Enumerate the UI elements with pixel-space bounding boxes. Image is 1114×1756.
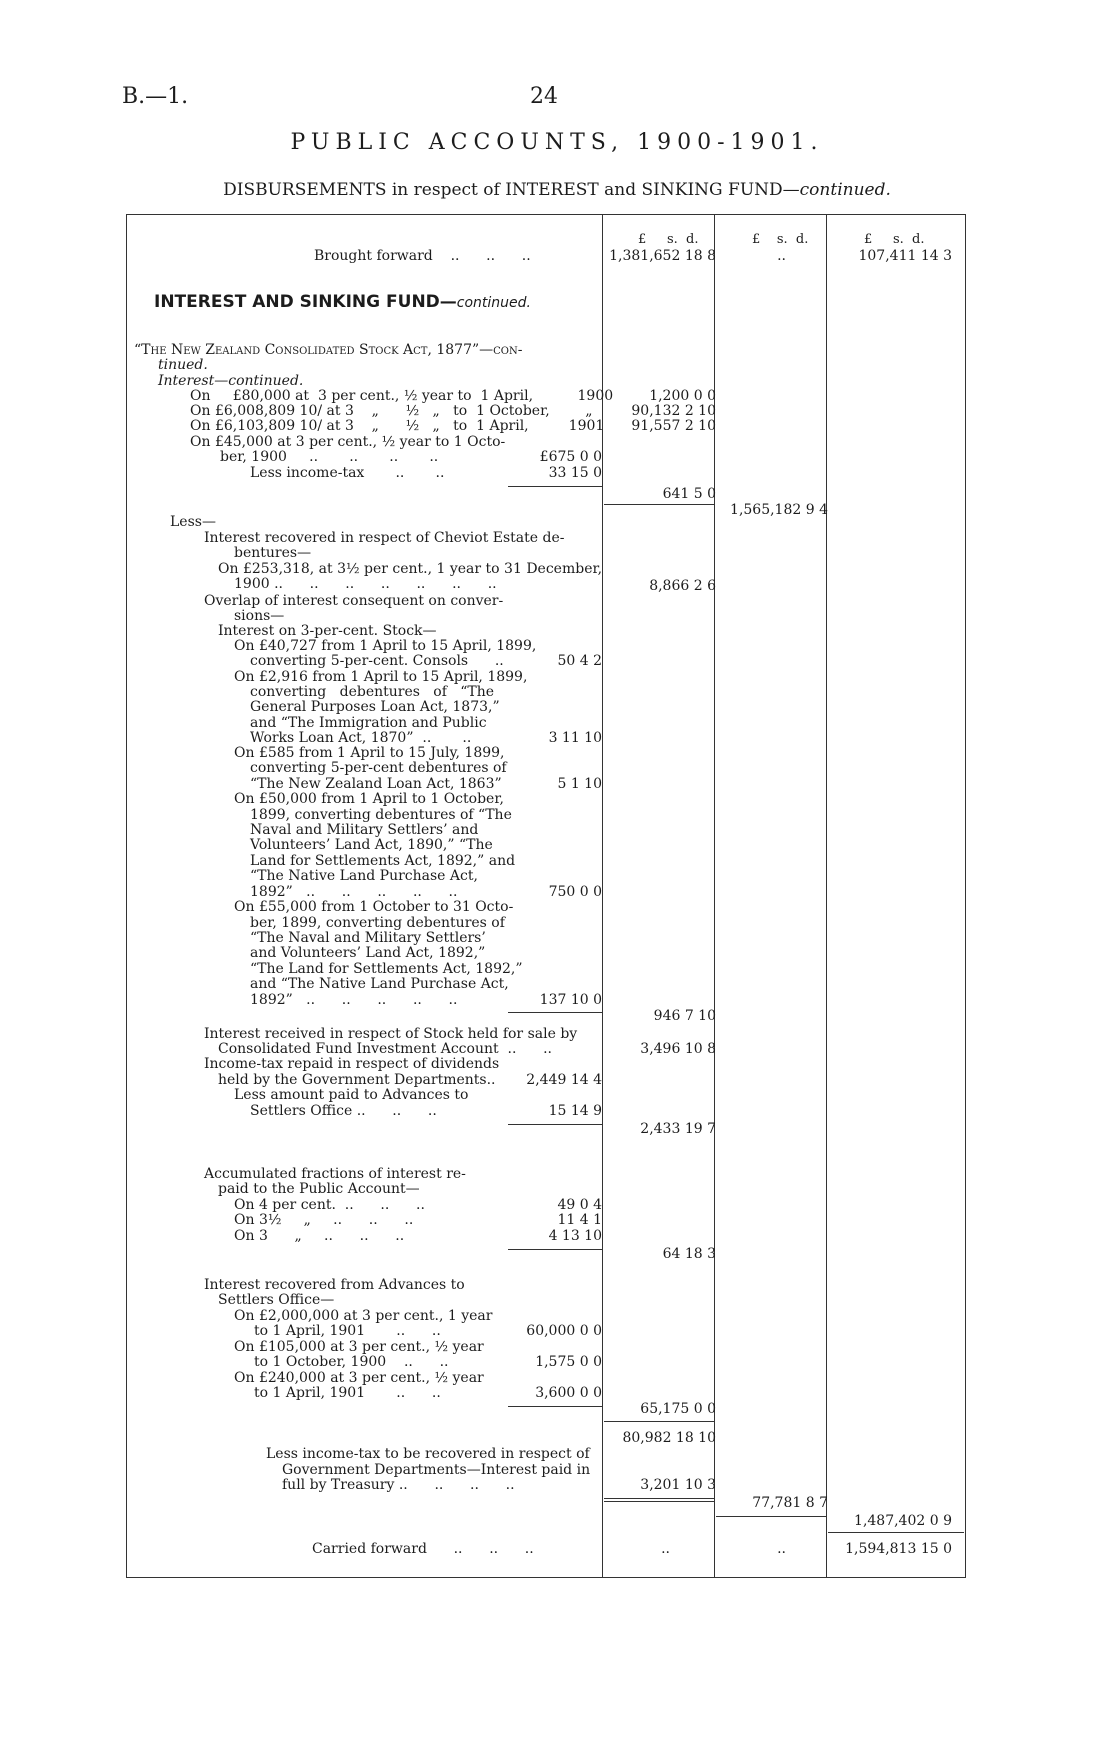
interest-item-1: On £80,000 at 3 per cent., ½ year to 1 April, 1900 bbox=[190, 388, 614, 404]
brought-forward-col2: .. bbox=[777, 248, 786, 264]
overlap-line-1: Overlap of interest consequent on conver- bbox=[204, 593, 504, 609]
overlap-item-4-amount: 750 0 0 bbox=[548, 884, 602, 900]
overlap-item-3-line-2: converting 5-per-cent debentures of bbox=[250, 760, 507, 776]
column-rule-3 bbox=[826, 214, 827, 1578]
rule bbox=[828, 1532, 964, 1533]
col2-units: £ s. d. bbox=[752, 232, 809, 247]
advances-item-1-line-1: On £2,000,000 at 3 per cent., 1 year bbox=[234, 1308, 493, 1324]
interest-item-6: Less income-tax .. .. bbox=[250, 465, 445, 481]
overlap-item-2-line-1: On £2,916 from 1 April to 15 April, 1899, bbox=[234, 669, 528, 685]
overlap-item-4-line-1: On £50,000 from 1 April to 1 October, bbox=[234, 791, 504, 807]
less-label: Less— bbox=[170, 514, 216, 530]
cheviot-line-2: bentures— bbox=[234, 545, 312, 561]
overlap-item-4-line-4: Volunteers’ Land Act, 1890,” “The bbox=[250, 837, 493, 853]
less-income-tax-line-1: Less income-tax to be recovered in respect of bbox=[266, 1446, 590, 1462]
overlap-item-5-amount: 137 10 0 bbox=[539, 992, 602, 1008]
overlap-item-4-line-6: “The Native Land Purchase Act, bbox=[250, 868, 478, 884]
advances-item-2-amount: 1,575 0 0 bbox=[535, 1354, 602, 1370]
advances-item-3-line-2: to 1 April, 1901 .. .. bbox=[254, 1385, 441, 1401]
overlap-item-3-line-3: “The New Zealand Loan Act, 1863” bbox=[250, 776, 502, 792]
page-subtitle bbox=[0, 180, 1114, 200]
fractions-total-amount: 64 18 3 bbox=[662, 1246, 716, 1262]
page-title: PUBLIC ACCOUNTS, 1900-1901. bbox=[290, 130, 824, 155]
fractions-line-1: Accumulated fractions of interest re- bbox=[204, 1166, 466, 1182]
advances-item-3-amount: 3,600 0 0 bbox=[535, 1385, 602, 1401]
income-tax-less-amount: 15 14 9 bbox=[548, 1103, 602, 1119]
overlap-item-5-line-7: 1892” .. .. .. .. .. bbox=[250, 992, 458, 1008]
act-title-line-2: tinued. bbox=[158, 357, 208, 373]
page-reference: B.—1. bbox=[122, 84, 189, 109]
overlap-item-2-amount: 3 11 10 bbox=[548, 730, 602, 746]
rule bbox=[716, 1516, 826, 1517]
overlap-item-2-line-3: General Purposes Loan Act, 1873,” bbox=[250, 699, 500, 715]
rule bbox=[604, 504, 714, 505]
interest-item-3-amount: 91,557 2 10 bbox=[631, 418, 716, 434]
carried-forward-label: Carried forward .. .. .. bbox=[312, 1541, 534, 1557]
rule bbox=[508, 486, 602, 487]
income-tax-line-1: Income-tax repaid in respect of dividends bbox=[204, 1056, 500, 1072]
advances-line-2: Settlers Office— bbox=[218, 1292, 335, 1308]
carried-forward-col3: 1,594,813 15 0 bbox=[845, 1541, 952, 1557]
overlap-item-1-line-2: converting 5-per-cent. Consols .. bbox=[250, 653, 504, 669]
brought-forward-col1: 1,381,652 18 8 bbox=[609, 248, 716, 264]
brought-forward-col3: 107,411 14 3 bbox=[858, 248, 952, 264]
overlap-item-5-line-5: “The Land for Settlements Act, 1892,” bbox=[250, 961, 523, 977]
cheviot-line-4: 1900 .. .. .. .. .. .. .. bbox=[234, 576, 497, 592]
overlap-line-3: Interest on 3-per-cent. Stock— bbox=[218, 623, 437, 639]
carried-forward-col1: .. bbox=[661, 1541, 670, 1557]
stock-held-amount: 3,496 10 8 bbox=[640, 1041, 716, 1057]
cheviot-line-3: On £253,318, at 3½ per cent., 1 year to 31 December, bbox=[218, 561, 603, 577]
advances-item-2-line-2: to 1 October, 1900 .. .. bbox=[254, 1354, 449, 1370]
interest-item-2: On £6,008,809 10/ at 3 „ ½ „ to 1 October, „ bbox=[190, 403, 593, 419]
rule bbox=[604, 1501, 714, 1502]
net-col3-amount: 1,487,402 0 9 bbox=[854, 1513, 952, 1529]
gross-total-amount: 1,565,182 9 4 bbox=[730, 502, 828, 518]
income-tax-less-line-2: Settlers Office .. .. .. bbox=[250, 1103, 437, 1119]
advances-item-1-line-2: to 1 April, 1901 .. .. bbox=[254, 1323, 441, 1339]
fractions-item-3-label: On 3 „ .. .. .. bbox=[234, 1228, 405, 1244]
advances-line-1: Interest recovered from Advances to bbox=[204, 1277, 465, 1293]
overlap-item-5-line-2: ber, 1899, converting debentures of bbox=[250, 915, 505, 931]
carried-forward-col2: .. bbox=[777, 1541, 786, 1557]
income-tax-line-2: held by the Government Departments.. bbox=[218, 1072, 496, 1088]
overlap-item-4-line-2: 1899, converting debentures of “The bbox=[250, 807, 512, 823]
less-income-tax-line-3: full by Treasury .. .. .. .. bbox=[282, 1477, 515, 1493]
interest-continued-label: Interest—continued. bbox=[158, 373, 304, 389]
page-number: 24 bbox=[530, 84, 558, 109]
overlap-item-2-line-2: converting debentures of “The bbox=[250, 684, 495, 700]
fractions-line-2: paid to the Public Account— bbox=[218, 1181, 420, 1197]
fractions-item-2-label: On 3½ „ .. .. .. bbox=[234, 1212, 414, 1228]
interest-item-5: ber, 1900 .. .. .. .. bbox=[220, 449, 439, 465]
overlap-item-3-line-1: On £585 from 1 April to 15 July, 1899, bbox=[234, 745, 505, 761]
section-heading: INTEREST AND SINKING FUND—continued. bbox=[154, 292, 532, 312]
interest-item-5-amount: £675 0 0 bbox=[539, 449, 602, 465]
rule bbox=[508, 1406, 602, 1407]
advances-item-1-amount: 60,000 0 0 bbox=[526, 1323, 602, 1339]
interest-item-1-amount: 1,200 0 0 bbox=[649, 388, 716, 404]
overlap-total-amount: 946 7 10 bbox=[653, 1008, 716, 1024]
fractions-item-1-amount: 49 0 4 bbox=[557, 1197, 602, 1213]
col3-units: £ s. d. bbox=[864, 232, 925, 247]
income-tax-net-amount: 2,433 19 7 bbox=[640, 1121, 716, 1137]
overlap-item-5-line-1: On £55,000 from 1 October to 31 Octo- bbox=[234, 899, 514, 915]
fractions-item-1-label: On 4 per cent. .. .. .. bbox=[234, 1197, 425, 1213]
overlap-item-2-line-4: and “The Immigration and Public bbox=[250, 715, 487, 731]
advances-item-2-line-1: On £105,000 at 3 per cent., ½ year bbox=[234, 1339, 484, 1355]
brought-forward-label: Brought forward .. .. .. bbox=[314, 248, 531, 264]
less-income-tax-line-2: Government Departments—Interest paid in bbox=[282, 1462, 591, 1478]
net-recoveries-amount: 77,781 8 7 bbox=[752, 1495, 828, 1511]
overlap-item-1-line-1: On £40,727 from 1 April to 15 April, 1899, bbox=[234, 638, 537, 654]
fractions-item-2-amount: 11 4 1 bbox=[557, 1212, 602, 1228]
rule bbox=[508, 1012, 602, 1013]
cheviot-line-1: Interest recovered in respect of Cheviot Estate de- bbox=[204, 530, 565, 546]
subtitle-continued: continued. bbox=[799, 180, 891, 200]
stock-held-line-2: Consolidated Fund Investment Account .. .. bbox=[218, 1041, 553, 1057]
interest-item-3: On £6,103,809 10/ at 3 „ ½ „ to 1 April, 1901 bbox=[190, 418, 605, 434]
interest-item-2-amount: 90,132 2 10 bbox=[631, 403, 716, 419]
overlap-item-4-line-7: 1892” .. .. .. .. .. bbox=[250, 884, 458, 900]
net-interest-amount: 641 5 0 bbox=[662, 486, 716, 502]
col1-units: £ s. d. bbox=[638, 232, 699, 247]
income-tax-amount: 2,449 14 4 bbox=[526, 1072, 602, 1088]
overlap-item-3-amount: 5 1 10 bbox=[557, 776, 602, 792]
rule bbox=[604, 1498, 714, 1499]
stock-held-line-1: Interest received in respect of Stock held for sale by bbox=[204, 1026, 578, 1042]
overlap-item-4-line-5: Land for Settlements Act, 1892,” and bbox=[250, 853, 516, 869]
act-title-line-1: “The New Zealand Consolidated Stock Act, 1877”—con- bbox=[134, 342, 523, 358]
interest-item-6-amount: 33 15 0 bbox=[548, 465, 602, 481]
overlap-item-5-line-4: and Volunteers’ Land Act, 1892,” bbox=[250, 945, 486, 961]
less-income-tax-amount: 3,201 10 3 bbox=[640, 1477, 716, 1493]
overlap-item-5-line-3: “The Naval and Military Settlers’ bbox=[250, 930, 486, 946]
interest-item-4: On £45,000 at 3 per cent., ½ year to 1 Octo- bbox=[190, 434, 506, 450]
overlap-item-2-line-5: Works Loan Act, 1870” .. .. bbox=[250, 730, 472, 746]
fractions-item-3-amount: 4 13 10 bbox=[548, 1228, 602, 1244]
rule bbox=[604, 1421, 714, 1422]
overlap-line-2: sions— bbox=[234, 608, 285, 624]
subtotal-amount: 80,982 18 10 bbox=[622, 1430, 716, 1446]
overlap-item-4-line-3: Naval and Military Settlers’ and bbox=[250, 822, 479, 838]
advances-item-3-line-1: On £240,000 at 3 per cent., ½ year bbox=[234, 1370, 484, 1386]
subtitle-main: DISBURSEMENTS in respect of INTEREST and SINKING FUND— bbox=[223, 180, 800, 200]
overlap-item-1-amount: 50 4 2 bbox=[557, 653, 602, 669]
income-tax-less-line-1: Less amount paid to Advances to bbox=[234, 1087, 469, 1103]
cheviot-amount: 8,866 2 6 bbox=[649, 578, 716, 594]
rule bbox=[508, 1249, 602, 1250]
advances-total-amount: 65,175 0 0 bbox=[640, 1401, 716, 1417]
overlap-item-5-line-6: and “The Native Land Purchase Act, bbox=[250, 976, 509, 992]
rule bbox=[508, 1124, 602, 1125]
